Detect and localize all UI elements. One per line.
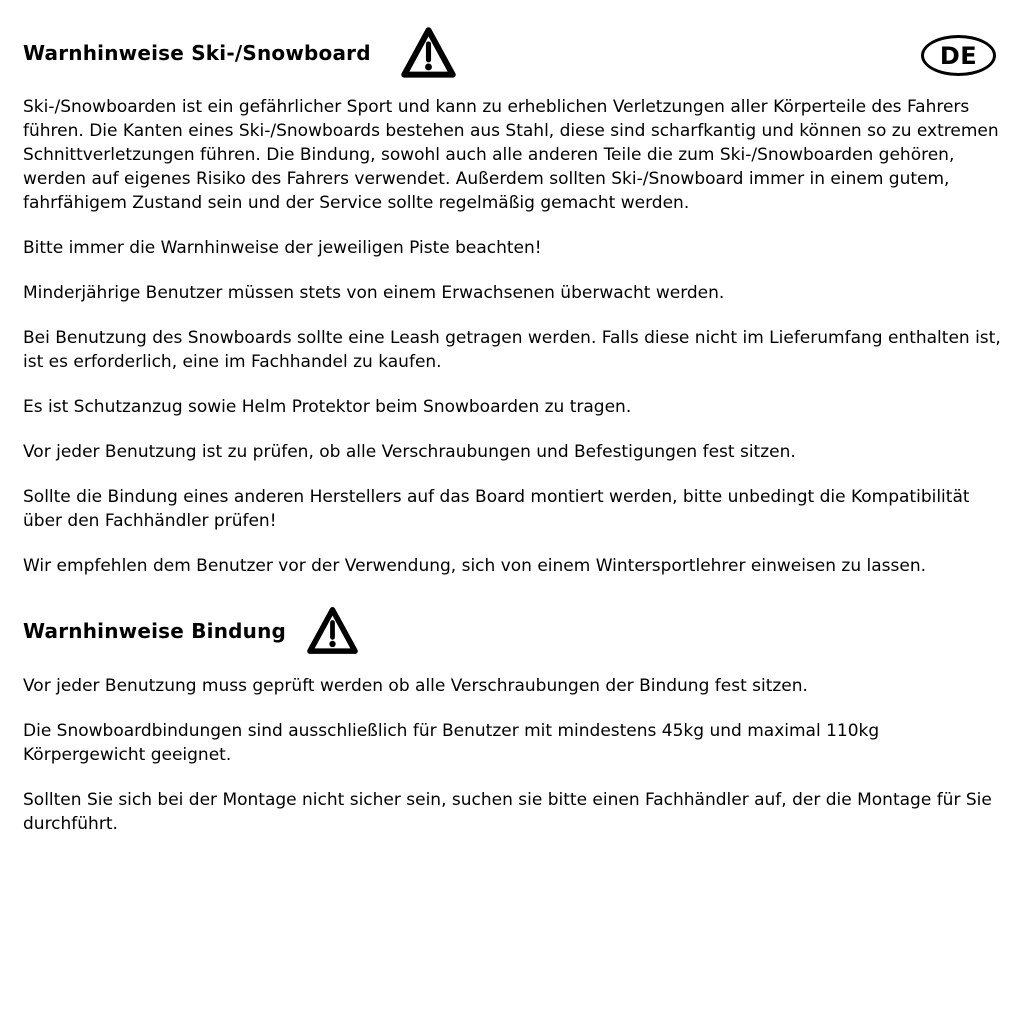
language-badge-label: DE (939, 41, 978, 70)
paragraph: Bitte immer die Warnhinweise der jeweiligen Piste beachten! (23, 238, 542, 258)
warning-triangle-icon (306, 605, 359, 657)
paragraph: Vor jeder Benutzung ist zu prüfen, ob alle Verschraubungen und Befestigungen fest sitzen. (23, 442, 796, 462)
paragraph: Wir empfehlen dem Benutzer vor der Verwendung, sich von einem Wintersportlehrer einweisen zu lassen. (23, 556, 927, 576)
section-heading-ski-snowboard: Warnhinweise Ski-/Snowboard (23, 41, 371, 65)
section-heading-row (23, 24, 1005, 82)
paragraph: Es ist Schutzanzug sowie Helm Protektor beim Snowboarden zu tragen. (23, 397, 632, 417)
paragraph: Bei Benutzung des Snowboards sollte eine Leash getragen werden. Falls diese nicht im Lieferumfang enthalten ist, ist es erforderlich, eine im Fachhandel zu kaufen. (23, 328, 1001, 372)
section-ski-snowboard (23, 24, 1005, 578)
paragraph: Minderjährige Benutzer müssen stets von einem Erwachsenen überwacht werden. (23, 283, 725, 303)
paragraph: Ski-/Snowboarden ist ein gefährlicher Sport und kann zu erheblichen Verletzungen aller Körperteile des Fahrers führen. Die Kanten eines Ski-/Snowboards bestehen aus Stahl, diese sind scharfkantig und können so zu extremen Schnittverletzungen führen. Die Bindung, sowohl auch alle anderen Teile die zum Ski-/Snowboarden gehören, werden auf eigenes Risiko des Fahrers verwendet. Außerdem sollten Ski-/Snowboard immer in einem gutem, fahrfähigem Zustand sein und der Service sollte regelmäßig gemacht werden. (23, 97, 999, 213)
warning-triangle-icon (400, 25, 457, 81)
paragraph: Sollten Sie sich bei der Montage nicht sicher sein, suchen sie bitte einen Fachhändler auf, der die Montage für Sie durchführt. (23, 790, 992, 834)
paragraph: Sollte die Bindung eines anderen Herstellers auf das Board montiert werden, bitte unbedingt die Kompatibilität über den Fachhändler prüfen! (23, 487, 970, 531)
section-heading-bindung: Warnhinweise Bindung (23, 619, 287, 643)
paragraph: Vor jeder Benutzung muss geprüft werden ob alle Verschraubungen der Bindung fest sitzen. (23, 676, 808, 696)
section-bindung (23, 604, 1005, 836)
section-heading-row (23, 604, 1005, 658)
language-badge (921, 35, 996, 76)
paragraph: Die Snowboardbindungen sind ausschließlich für Benutzer mit mindestens 45kg und maximal 110kg Körpergewicht geeignet. (23, 721, 880, 765)
